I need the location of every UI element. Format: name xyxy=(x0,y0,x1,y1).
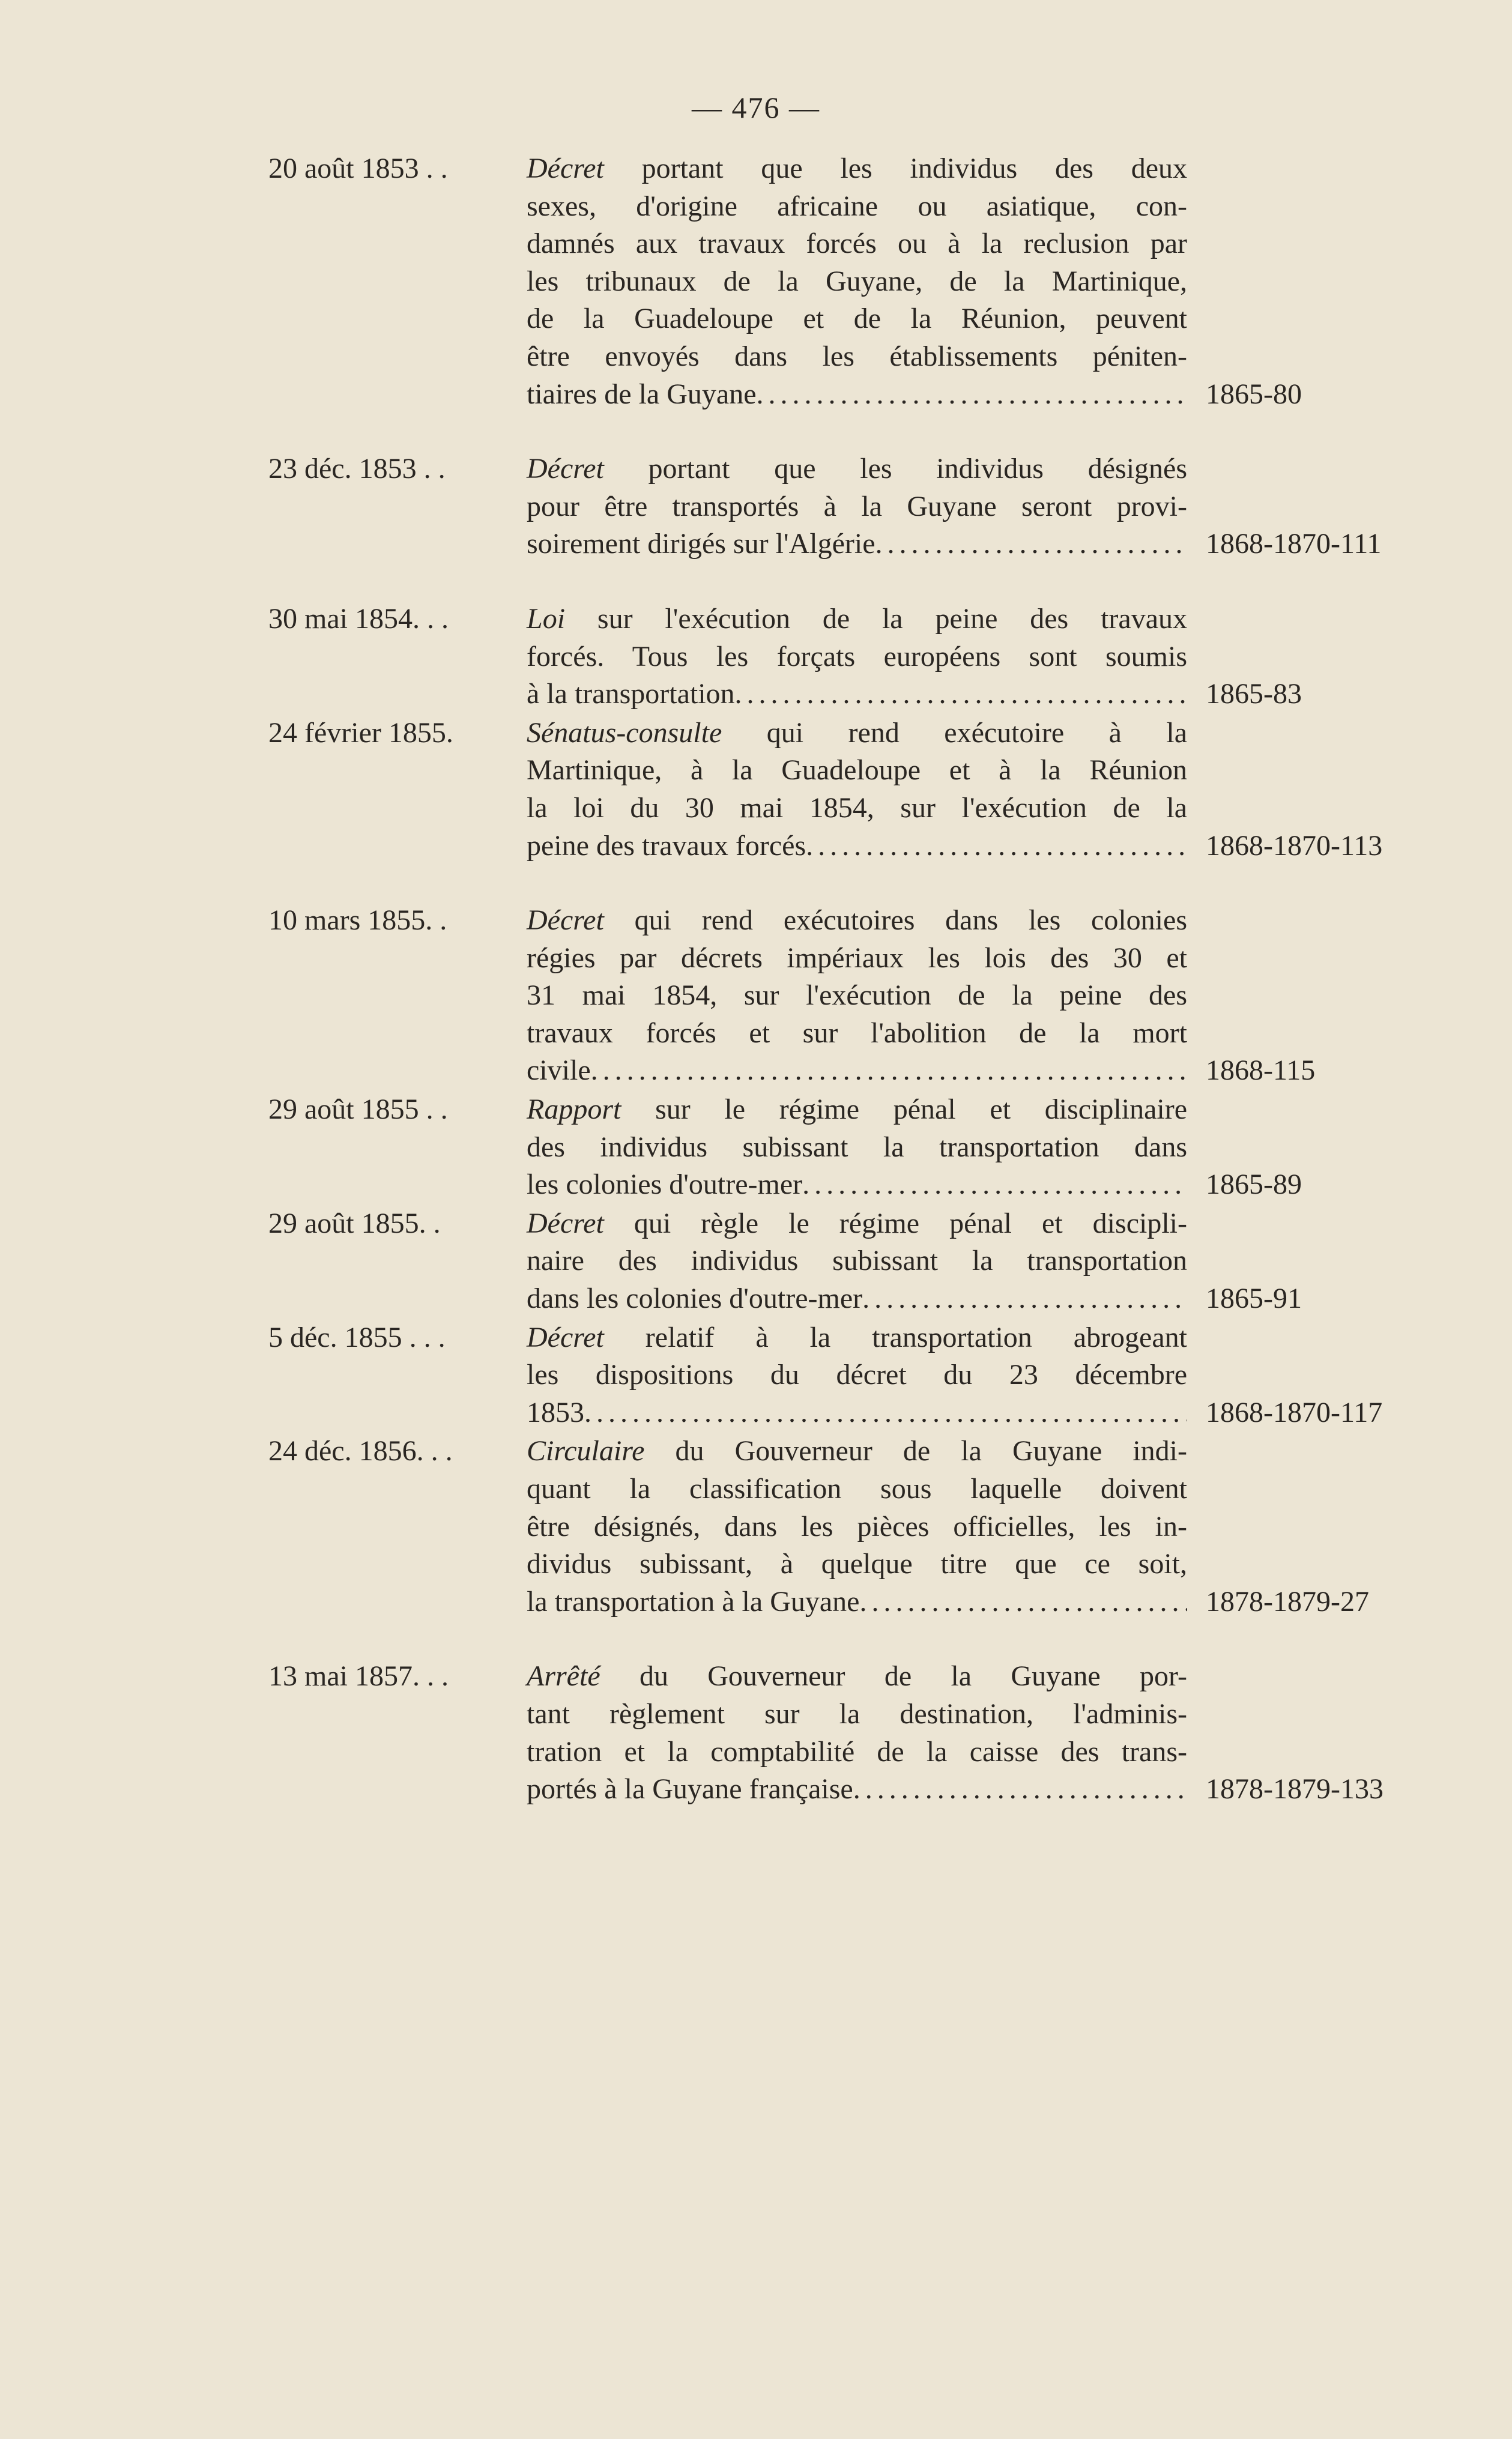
entry-date: 10 mars 1855. . xyxy=(268,904,447,937)
dot-leader xyxy=(806,827,1187,865)
entry-text xyxy=(527,1433,1187,1621)
entry-type: Rapport xyxy=(527,1093,621,1126)
entry-first-line xyxy=(527,1658,1187,1696)
entry-line: des individus subissant la transportation dans xyxy=(527,1131,1187,1163)
entry-reference: 1865-80 xyxy=(1206,378,1302,410)
entry-line-text: sur le régime pénal et disciplinaire xyxy=(655,1093,1188,1126)
entry-last-line xyxy=(527,376,1187,414)
entry xyxy=(0,1433,1512,1621)
entry-last-line xyxy=(527,1052,1187,1090)
entry xyxy=(0,1205,1512,1318)
dot-leader xyxy=(735,675,1187,713)
page-number: — 476 — xyxy=(692,91,820,124)
entry-first-line xyxy=(527,1433,1187,1470)
entry-list xyxy=(0,150,1512,1809)
entry-text xyxy=(527,902,1187,1090)
entry-date: 30 mai 1854. . . xyxy=(268,602,449,635)
entry-type: Décret xyxy=(527,1321,604,1353)
entry-first-line xyxy=(527,1205,1187,1243)
dot-leader xyxy=(875,525,1188,563)
entry xyxy=(0,1091,1512,1204)
entry-line: Martinique, à la Guadeloupe et à la Réunion xyxy=(527,754,1187,787)
entry-line-text: du Gouverneur de la Guyane por- xyxy=(639,1660,1188,1693)
dot-leader xyxy=(859,1583,1187,1621)
entry-type: Décret xyxy=(527,153,604,184)
entry-line: forcés. Tous les forçats européens sont soumis xyxy=(527,640,1187,672)
dot-leader xyxy=(853,1771,1187,1809)
entry-type: Arrêté xyxy=(527,1660,600,1693)
entry-last-line-text: à la transportation xyxy=(527,678,735,710)
entry-text xyxy=(527,450,1187,563)
entry-line-text: qui rend exécutoires dans les colonies xyxy=(634,904,1187,937)
entry-last-line-text: civile xyxy=(527,1054,591,1087)
entry-line: dividus subissant, à quelque titre que ce soit, xyxy=(527,1548,1187,1580)
entry-first-line xyxy=(527,600,1187,638)
entry-reference: 1865-83 xyxy=(1206,678,1302,710)
entry xyxy=(0,1319,1512,1432)
entry-line: damnés aux travaux forcés ou à la reclusion par xyxy=(527,228,1187,260)
entry-text xyxy=(527,1319,1187,1432)
entry-line: travaux forcés et sur l'abolition de la mort xyxy=(527,1017,1187,1049)
entry-reference: 1868-1870-113 xyxy=(1206,829,1383,862)
dot-leader xyxy=(584,1394,1187,1432)
entry-line: être envoyés dans les établissements péniten- xyxy=(527,340,1187,372)
entry-last-line-text: 1853 xyxy=(527,1396,584,1428)
entry-text xyxy=(527,1205,1187,1318)
entry-last-line-text: portés à la Guyane française xyxy=(527,1773,853,1806)
entry-line: les tribunaux de la Guyane, de la Martinique, xyxy=(527,265,1187,297)
entry-last-line xyxy=(527,1583,1187,1621)
entry xyxy=(0,600,1512,713)
entry-last-line-text: soirement dirigés sur l'Algérie xyxy=(527,528,875,560)
entry-text xyxy=(527,600,1187,713)
entry-first-line xyxy=(527,150,1187,188)
entry-date: 29 août 1855. . xyxy=(268,1207,441,1239)
entry-line: être désignés, dans les pièces officielles, les in- xyxy=(527,1510,1187,1543)
entry-line: tration et la comptabilité de la caisse des trans- xyxy=(527,1735,1187,1768)
entry-reference: 1868-115 xyxy=(1206,1054,1316,1087)
entry-line: pour être transportés à la Guyane seront provi- xyxy=(527,490,1187,522)
entry-date: 20 août 1853 . . xyxy=(268,153,448,184)
entry xyxy=(0,1658,1512,1808)
dot-leader xyxy=(591,1052,1187,1090)
entry-type: Décret xyxy=(527,453,604,485)
entry-reference: 1865-91 xyxy=(1206,1283,1302,1315)
entry-type: Décret xyxy=(527,904,604,937)
entry-type: Sénatus-consulte xyxy=(527,716,722,749)
entry-last-line-text: peine des travaux forcés xyxy=(527,829,806,862)
entry-date: 5 déc. 1855 . . . xyxy=(268,1321,446,1353)
entry-text xyxy=(527,1091,1187,1204)
entry-text xyxy=(527,715,1187,865)
entry-line: quant la classification sous laquelle doivent xyxy=(527,1473,1187,1505)
entry-first-line xyxy=(527,450,1187,488)
entry-first-line xyxy=(527,1319,1187,1357)
entry xyxy=(0,715,1512,865)
entry-type: Loi xyxy=(527,602,566,635)
entry-reference: 1878-1879-27 xyxy=(1206,1585,1369,1618)
entry-line-text: qui rend exécutoire à la xyxy=(766,716,1188,749)
entry-last-line-text: la transportation à la Guyane xyxy=(527,1585,860,1618)
entry-reference: 1878-1879-133 xyxy=(1206,1773,1383,1806)
entry-text xyxy=(527,150,1187,413)
entry-line: régies par décrets impériaux les lois des 30 et xyxy=(527,941,1187,974)
entry-last-line xyxy=(527,1394,1187,1432)
entry-last-line xyxy=(527,675,1187,713)
entry-last-line-text: tiaires de la Guyane xyxy=(527,378,757,410)
entry-date: 24 février 1855. xyxy=(268,716,453,749)
entry-line-text: du Gouverneur de la Guyane indi- xyxy=(675,1435,1187,1467)
entry-last-line-text: dans les colonies d'outre-mer xyxy=(527,1283,863,1315)
entry-line: de la Guadeloupe et de la Réunion, peuvent xyxy=(527,303,1187,335)
entry-last-line xyxy=(527,1280,1187,1318)
entry-line: sexes, d'origine africaine ou asiatique, con- xyxy=(527,190,1187,222)
entry-line: tant règlement sur la destination, l'adminis- xyxy=(527,1697,1187,1730)
entry-reference: 1868-1870-117 xyxy=(1206,1396,1383,1428)
entry-last-line xyxy=(527,525,1187,563)
entry-line-text: portant que les individus désignés xyxy=(648,453,1188,485)
entry-date: 23 déc. 1853 . . xyxy=(268,453,446,485)
entry-first-line xyxy=(527,1091,1187,1129)
entry-first-line xyxy=(527,715,1187,752)
entry-type: Décret xyxy=(527,1207,604,1239)
entry-last-line-text: les colonies d'outre-mer xyxy=(527,1168,803,1201)
entry-line-text: portant que les individus des deux xyxy=(641,153,1188,184)
entry-line: les dispositions du décret du 23 décembre xyxy=(527,1359,1187,1391)
entry-line: la loi du 30 mai 1854, sur l'exécution de la xyxy=(527,791,1187,824)
entry-last-line xyxy=(527,827,1187,865)
entry xyxy=(0,902,1512,1090)
entry-text xyxy=(527,1658,1187,1808)
dot-leader xyxy=(757,376,1188,414)
entry-last-line xyxy=(527,1166,1187,1204)
entry-line-text: qui règle le régime pénal et discipli- xyxy=(634,1207,1187,1239)
entry-last-line xyxy=(527,1771,1187,1809)
entry-first-line xyxy=(527,902,1187,940)
entry-date: 29 août 1855 . . xyxy=(268,1093,448,1126)
dot-leader xyxy=(802,1166,1187,1204)
entry-line-text: relatif à la transportation abrogeant xyxy=(645,1321,1187,1353)
entry-reference: 1865-89 xyxy=(1206,1168,1302,1201)
entry xyxy=(0,450,1512,563)
dot-leader xyxy=(862,1280,1187,1318)
entry-line-text: sur l'exécution de la peine des travaux xyxy=(597,602,1188,635)
entry-date: 13 mai 1857. . . xyxy=(268,1660,449,1693)
entry xyxy=(0,150,1512,413)
entry-line: 31 mai 1854, sur l'exécution de la peine des xyxy=(527,979,1187,1012)
entry-line: naire des individus subissant la transportation xyxy=(527,1245,1187,1277)
entry-type: Circulaire xyxy=(527,1435,645,1467)
entry-date: 24 déc. 1856. . . xyxy=(268,1435,453,1467)
entry-reference: 1868-1870-111 xyxy=(1206,528,1382,560)
